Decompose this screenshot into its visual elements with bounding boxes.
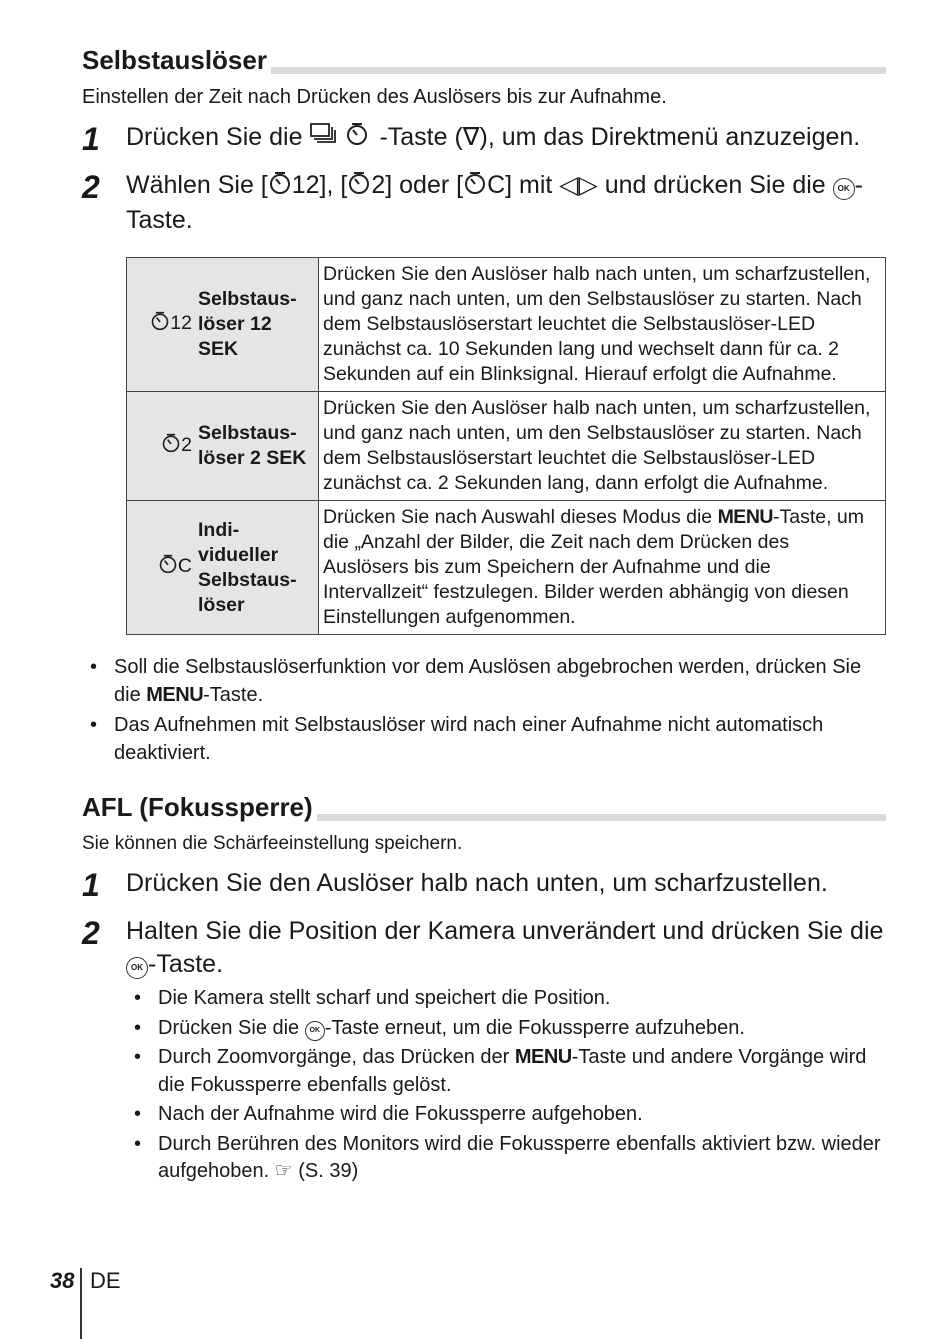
list-item: • Nach der Aufnahme wird die Fokussperre aufgehoben. <box>134 1101 886 1129</box>
mode-symbol-text: 2 <box>181 433 192 456</box>
step-text-part: Halten Sie die Position der Kamera unverändert und drücken Sie die <box>126 917 884 945</box>
list-item: • Das Aufnehmen mit Selbstauslöser wird nach einer Aufnahme nicht automatisch deaktiviert. <box>90 711 886 767</box>
list-item <box>134 1015 886 1043</box>
self-timer-icon <box>161 433 181 460</box>
self-timer-icon <box>268 171 292 204</box>
page-number: 38 <box>50 1268 75 1293</box>
bullet-text-part: -Taste erneut, um die Fokussperre aufzuheben. <box>324 1016 745 1039</box>
drive-timer-icon <box>309 121 379 156</box>
section-header-afl <box>82 787 886 821</box>
self-timer-icon <box>463 171 487 204</box>
language-code: DE <box>90 1268 121 1293</box>
step-text-part: Drücken Sie die <box>126 123 310 151</box>
list-item <box>134 1044 886 1099</box>
mode-description: Drücken Sie den Auslöser halb nach unten, um scharfzustellen, und ganz nach unten, um den Selbstauslöser zu starten. Nach dem Selbstauslöserstart leuchtet die Selbstauslöser-LED zunächst ca. 2 Sekunden lang, dann erfolgt die Aufnahme. <box>319 392 886 501</box>
step-text <box>126 169 886 237</box>
step-text-part: -Taste. <box>148 950 224 978</box>
step-text-part: -Taste. <box>126 171 863 234</box>
list-item <box>90 653 886 709</box>
mode-symbol <box>127 501 193 635</box>
mode-symbol <box>127 392 193 501</box>
footer-divider <box>80 1268 82 1339</box>
step-2 <box>82 915 886 981</box>
mode-symbol <box>127 258 193 392</box>
step-number: 1 <box>82 867 100 903</box>
step-text-part: 12], [ <box>291 171 348 199</box>
step-text: Drücken Sie den Auslöser halb nach unten, um scharfzustellen. <box>126 869 828 897</box>
table-row <box>127 392 886 501</box>
self-timer-icon <box>158 554 178 581</box>
mode-symbol-text: 12 <box>170 312 192 334</box>
ok-button-icon: OK <box>305 1021 325 1041</box>
page-reference: ☞ (S. 39) <box>274 1160 359 1182</box>
table-row <box>127 501 886 635</box>
page-content <box>82 40 886 1188</box>
step-text-part: 2] oder [ <box>371 171 464 199</box>
section-header-selbstausloeser <box>82 40 886 74</box>
note-text-part: Soll die Selbstauslöserfunktion vor dem Auslösen abgebrochen werden, drücken Sie die <box>114 656 862 706</box>
mode-name: Selbstaus- löser 2 SEK <box>192 392 319 501</box>
list-item: • Die Kamera stellt scharf und speichert die Position. <box>134 985 886 1013</box>
bullet-text-part: Durch Berühren des Monitors wird die Fokussperre ebenfalls aktiviert bzw. wieder aufgehoben. <box>158 1132 881 1182</box>
notes-list <box>90 653 886 767</box>
note-text-part: -Taste. <box>203 684 264 706</box>
mode-description <box>319 501 886 635</box>
self-timer-table <box>126 257 886 635</box>
ok-button-icon: OK <box>126 957 148 979</box>
step-1 <box>82 121 886 157</box>
step-text-part: Wählen Sie [ <box>126 171 268 199</box>
step-number: 2 <box>82 915 100 951</box>
self-timer-icon <box>150 311 170 338</box>
afl-bullets <box>134 985 886 1186</box>
menu-key-label: MENU <box>146 684 204 706</box>
bullet-text-part: Drücken Sie die <box>158 1016 305 1039</box>
section-title: AFL (Fokussperre) <box>82 792 317 822</box>
step-number: 1 <box>82 121 100 157</box>
desc-text-part: -Taste, um die „Anzahl der Bilder, die Zeit nach dem Drücken des Auslösers bis zum Speichern der Aufnahme und die Intervallzeit“ festzulegen. Bilder werden abhängig von diesen Einstellungen aufgenommen. <box>323 506 865 628</box>
mode-description: Drücken Sie den Auslöser halb nach unten, um scharfzustellen, und ganz nach unten, um den Selbstauslöser zu starten. Nach dem Selbstauslöserstart leuchtet die Selbstauslöser-LED zunächst ca. 10 Sekunden lang und wechselt dann für ca. 2 Sekunden auf ein Blinksignal. Hierauf erfolgt die Aufnahme. <box>319 258 886 392</box>
step-number: 2 <box>82 169 100 205</box>
section-intro: Einstellen der Zeit nach Drücken des Auslösers bis zur Aufnahme. <box>82 86 667 108</box>
step-text-part: C] mit ◁▷ und drücken Sie die <box>487 171 833 199</box>
section-intro: Sie können die Schärfeeinstellung speichern. <box>82 833 463 854</box>
step-text-part: -Taste (∇), um das Direktmenü anzuzeigen. <box>379 123 861 151</box>
step-text <box>126 915 886 981</box>
mode-symbol-text: C <box>177 555 192 577</box>
ok-button-icon: OK <box>833 178 855 200</box>
menu-key-label: MENU <box>717 506 773 528</box>
self-timer-icon <box>347 171 371 204</box>
list-item <box>134 1131 886 1186</box>
mode-name: Indi- vidueller Selbstaus- löser <box>192 501 319 635</box>
bullet-text-part: Durch Zoomvorgänge, das Drücken der <box>158 1046 515 1068</box>
table-row <box>127 258 886 392</box>
step-text <box>126 121 886 157</box>
desc-text-part: Drücken Sie nach Auswahl dieses Modus die <box>323 506 718 528</box>
step-2 <box>82 169 886 237</box>
step-1 <box>82 867 886 903</box>
mode-name: Selbstaus- löser 12 SEK <box>192 258 319 392</box>
bullet-text-part: -Taste und andere Vorgänge wird die Fokussperre ebenfalls gelöst. <box>158 1046 867 1096</box>
menu-key-label: MENU <box>514 1046 572 1068</box>
section-title: Selbstauslöser <box>82 45 271 75</box>
